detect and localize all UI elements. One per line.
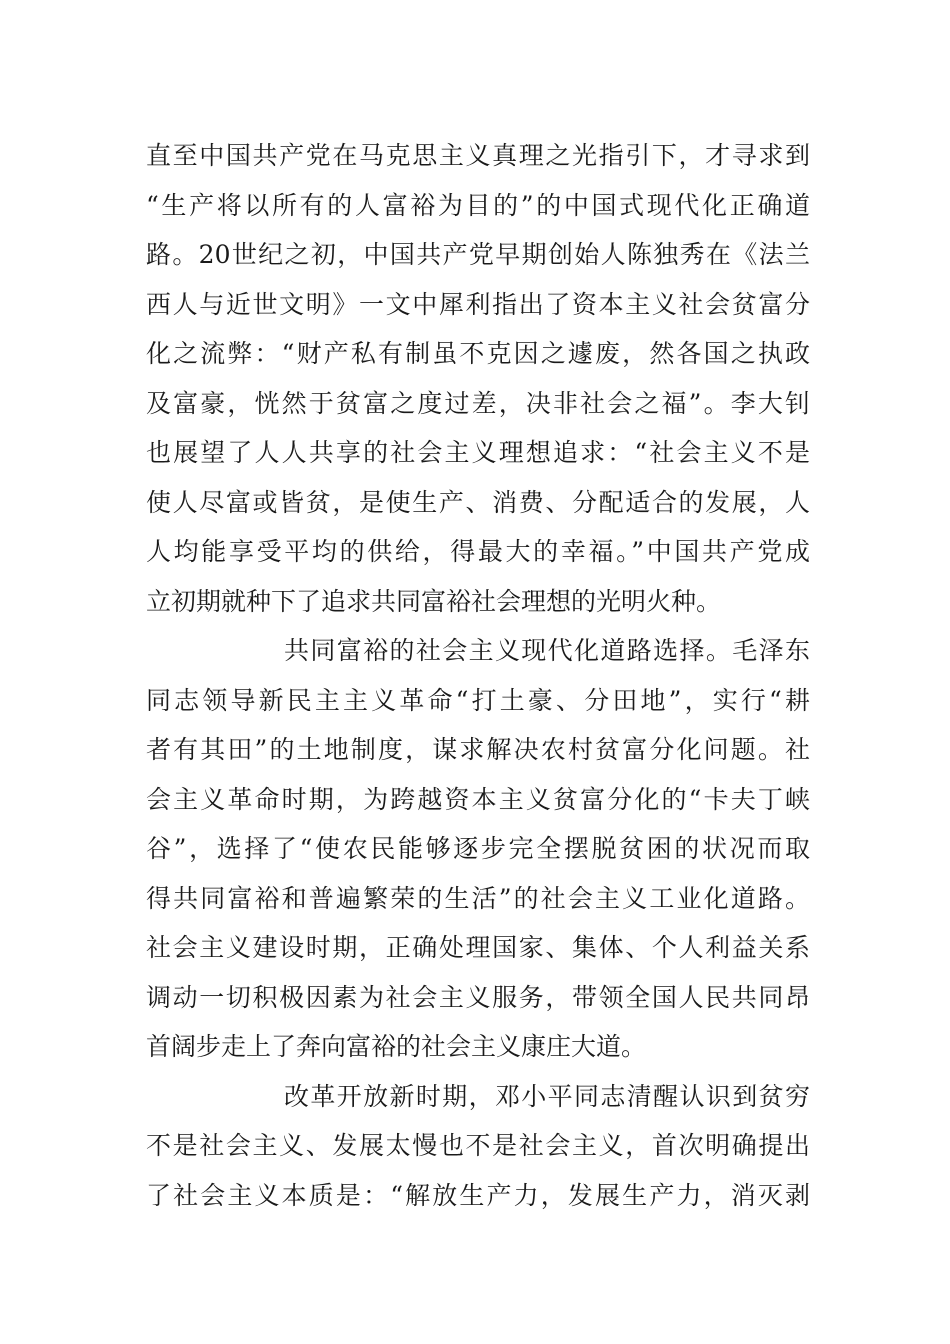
text-line: 直至中国共产党在马克思主义真理之光指引下，才寻求到 <box>146 141 810 170</box>
text-line: 及富豪，恍然于贫富之度过差，决非社会之福”。李大钊 <box>146 388 810 418</box>
text-line: 化之流弊：“财产私有制虽不克因之遽废，然各国之执政 <box>146 339 810 368</box>
text-line: 了社会主义本质是：“解放生产力，发展生产力，消灭剥 <box>146 1180 810 1210</box>
text-line: “生产将以所有的人富裕为目的”的中国式现代化正确道 <box>146 190 810 220</box>
text-line: 调动一切积极因素为社会主义服务，带领全国人民共同昂 <box>146 982 810 1012</box>
text-line: 会主义革命时期，为跨越资本主义贫富分化的“卡夫丁峡 <box>146 784 810 814</box>
text-line: 者有其田”的土地制度，谋求解决农村贫富分化问题。社 <box>146 735 810 764</box>
text-line: 人均能享受平均的供给，得最大的幸福。”中国共产党成 <box>146 537 810 566</box>
paragraph-end-line: 首阔步走上了奔向富裕的社会主义康庄大道。 <box>146 1032 647 1061</box>
text-line: 同志领导新民主主义革命“打土豪、分田地”，实行“耕 <box>146 685 810 715</box>
text-line: 也展望了人人共享的社会主义理想追求：“社会主义不是 <box>146 438 810 467</box>
text-line: 西人与近世文明》一文中犀利指出了资本主义社会贫富分 <box>146 289 810 319</box>
text-line: 社会主义建设时期，正确处理国家、集体、个人利益关系 <box>146 933 810 962</box>
text-line: 谷”，选择了“使农民能够逐步完全摆脱贫困的状况而取 <box>146 834 810 863</box>
text-line: 得共同富裕和普遍繁荣的生活”的社会主义工业化道路。 <box>146 883 810 913</box>
document-body <box>146 131 810 1220</box>
text-line: 使人尽富或皆贫，是使生产、消费、分配适合的发展，人 <box>146 487 810 517</box>
text-line: 路。20世纪之初，中国共产党早期创始人陈独秀在《法兰 <box>146 240 810 269</box>
paragraph-end-line: 立初期就种下了追求共同富裕社会理想的光明火种。 <box>146 586 722 616</box>
paragraph-first-line: 改革开放新时期，邓小平同志清醒认识到贫穷 <box>284 1081 810 1111</box>
text-line: 不是社会主义、发展太慢也不是社会主义，首次明确提出 <box>146 1131 810 1160</box>
paragraph-first-line: 共同富裕的社会主义现代化道路选择。毛泽东 <box>284 636 810 665</box>
